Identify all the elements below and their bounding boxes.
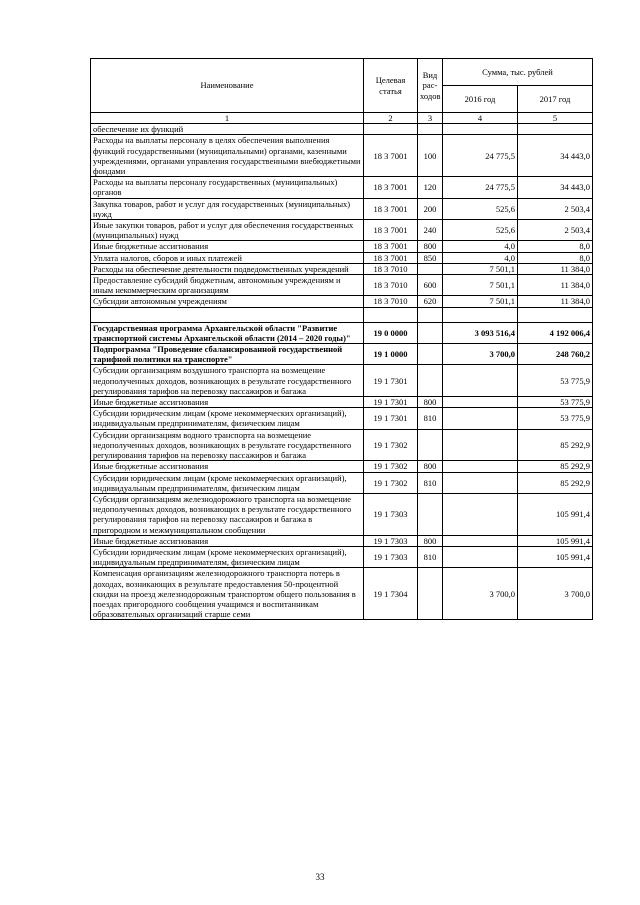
table-row [91,461,593,472]
row-amount-2017: 11 384,0 [518,263,593,274]
row-name: Иные закупки товаров, работ и услуг для обеспечения государственных (муниципальных) нужд [91,220,364,241]
row-target-code: 18 3 7001 [364,241,418,252]
row-expense-kind: 620 [418,296,443,307]
row-amount-2016 [443,365,518,397]
row-name: Субсидии автономным учреждениям [91,296,364,307]
row-target-code: 18 3 7001 [364,252,418,263]
row-name [91,307,364,322]
row-amount-2017: 85 292,9 [518,472,593,493]
row-target-code: 18 3 7001 [364,198,418,219]
row-amount-2016: 525,6 [443,198,518,219]
row-expense-kind: 600 [418,275,443,296]
row-amount-2017: 4 192 006,4 [518,322,593,343]
row-expense-kind: 810 [418,408,443,429]
row-target-code: 19 1 7303 [364,535,418,546]
row-name: Субсидии юридическим лицам (кроме некоммерческих организаций), индивидуальным предпринимателям, физическим лицам [91,408,364,429]
row-amount-2017 [518,307,593,322]
budget-table [90,58,593,620]
row-target-code [364,307,418,322]
table-row [91,493,593,535]
row-expense-kind: 850 [418,252,443,263]
row-target-code: 19 1 7301 [364,365,418,397]
row-expense-kind: 810 [418,472,443,493]
column-index: 5 [518,113,593,124]
row-target-code: 19 1 0000 [364,344,418,365]
table-row [91,263,593,274]
row-name: Расходы на выплаты персоналу в целях обеспечения выполнения функций государственными (муниципальными) органами, казенными учреждениями, органами управления государственными внебюджетными фондами [91,135,364,177]
row-amount-2016 [443,493,518,535]
row-name: Уплата налогов, сборов и иных платежей [91,252,364,263]
row-expense-kind: 800 [418,397,443,408]
row-target-code: 18 3 7001 [364,220,418,241]
column-index: 4 [443,113,518,124]
row-target-code: 19 1 7304 [364,568,418,620]
row-name: Иные бюджетные ассигнования [91,461,364,472]
table-row [91,365,593,397]
column-index: 2 [364,113,418,124]
header-name: Наименование [91,59,364,113]
row-amount-2016 [443,546,518,567]
table-row [91,568,593,620]
table-row [91,344,593,365]
row-target-code: 18 3 7001 [364,135,418,177]
row-amount-2017: 8,0 [518,252,593,263]
row-amount-2017: 105 991,4 [518,546,593,567]
row-name: Субсидии юридическим лицам (кроме некоммерческих организаций), индивидуальным предпринимателям, физическим лицам [91,472,364,493]
row-amount-2017: 34 443,0 [518,177,593,198]
row-name: Иные бюджетные ассигнования [91,535,364,546]
row-amount-2017: 34 443,0 [518,135,593,177]
table-row [91,408,593,429]
row-expense-kind: 810 [418,546,443,567]
row-name: Субсидии организациям воздушного транспорта на возмещение недополученных доходов, возникающих в результате государственного регулирования тарифов на перевозку пассажиров и багажа [91,365,364,397]
row-target-code: 19 1 7301 [364,397,418,408]
header-target: Целевая статья [364,59,418,113]
row-amount-2016 [443,307,518,322]
table-row [91,198,593,219]
table-row [91,124,593,135]
row-amount-2017: 248 760,2 [518,344,593,365]
table-body [91,59,593,620]
row-amount-2017: 8,0 [518,241,593,252]
row-name: Субсидии юридическим лицам (кроме некоммерческих организаций), индивидуальным предпринимателям, физическим лицам [91,546,364,567]
row-target-code: 19 1 7302 [364,472,418,493]
row-name: Субсидии организациям железнодорожного транспорта на возмещение недополученных доходов, возникающих в результате государственного регулирования тарифов на перевозку пассажиров и багажа в пригородном и межмуниципальном сообщении [91,493,364,535]
row-expense-kind: 200 [418,198,443,219]
row-name: Компенсация организациям железнодорожного транспорта потерь в доходах, возникающих в результате предоставления 50-процентной скидки на проезд железнодорожным транспортом общего пользования в поездах пригородного сообщения учащимся и воспитанникам образовательных организаций старше семи [91,568,364,620]
row-expense-kind: 100 [418,135,443,177]
row-expense-kind [418,307,443,322]
row-amount-2016 [443,397,518,408]
row-expense-kind [418,124,443,135]
row-amount-2017: 11 384,0 [518,296,593,307]
row-target-code: 18 3 7010 [364,263,418,274]
row-amount-2017: 53 775,9 [518,408,593,429]
row-amount-2017: 105 991,4 [518,535,593,546]
table-row [91,397,593,408]
row-amount-2016: 525,6 [443,220,518,241]
row-amount-2017: 2 503,4 [518,220,593,241]
spacer-row [91,307,593,322]
row-target-code: 19 0 0000 [364,322,418,343]
row-amount-2017 [518,124,593,135]
row-name: Субсидии организациям водного транспорта на возмещение недополученных доходов, возникающих в результате государственного регулирования тарифов на перевозку пассажиров и багажа [91,429,364,461]
table-row [91,296,593,307]
row-amount-2016: 24 775,5 [443,177,518,198]
row-amount-2017: 105 991,4 [518,493,593,535]
row-amount-2017: 85 292,9 [518,429,593,461]
row-expense-kind [418,429,443,461]
row-target-code: 19 1 7302 [364,461,418,472]
row-name: Предоставление субсидий бюджетным, автономным учреждениям и иным некоммерческим организациям [91,275,364,296]
row-amount-2017: 11 384,0 [518,275,593,296]
table-row [91,241,593,252]
row-amount-2016: 7 501,1 [443,296,518,307]
row-amount-2016 [443,535,518,546]
row-target-code: 19 1 7303 [364,493,418,535]
row-expense-kind [418,322,443,343]
row-expense-kind [418,493,443,535]
row-name: Иные бюджетные ассигнования [91,241,364,252]
table-row [91,472,593,493]
row-amount-2017: 3 700,0 [518,568,593,620]
header-kind: Вид рас-ходов [418,59,443,113]
row-amount-2016 [443,124,518,135]
row-amount-2016: 4,0 [443,252,518,263]
row-amount-2016: 4,0 [443,241,518,252]
header-sum: Сумма, тыс. рублей [443,59,593,86]
row-amount-2016: 3 093 516,4 [443,322,518,343]
header-2017: 2017 год [518,86,593,113]
table-row [91,177,593,198]
row-amount-2016 [443,429,518,461]
row-name: Подпрограмма "Проведение сбалансированной государственной тарифной политики на транспорте" [91,344,364,365]
row-expense-kind: 800 [418,535,443,546]
row-expense-kind: 800 [418,241,443,252]
row-amount-2016 [443,408,518,429]
table-row [91,429,593,461]
column-index: 3 [418,113,443,124]
row-amount-2016: 7 501,1 [443,263,518,274]
row-target-code: 18 3 7001 [364,177,418,198]
row-target-code: 19 1 7301 [364,408,418,429]
row-expense-kind: 240 [418,220,443,241]
row-name: Государственная программа Архангельской области "Развитие транспортной системы Архангельской области (2014 – 2020 годы)" [91,322,364,343]
row-expense-kind [418,344,443,365]
row-amount-2017: 2 503,4 [518,198,593,219]
row-amount-2016: 7 501,1 [443,275,518,296]
row-amount-2016 [443,461,518,472]
row-target-code: 19 1 7302 [364,429,418,461]
row-amount-2016: 3 700,0 [443,568,518,620]
row-name: обеспечение их функций [91,124,364,135]
row-amount-2016: 24 775,5 [443,135,518,177]
row-expense-kind [418,263,443,274]
row-name: Расходы на обеспечение деятельности подведомственных учреждений [91,263,364,274]
header-row [91,59,593,86]
row-target-code: 18 3 7010 [364,275,418,296]
table-row [91,252,593,263]
table-row [91,135,593,177]
row-expense-kind: 120 [418,177,443,198]
row-amount-2016: 3 700,0 [443,344,518,365]
row-expense-kind: 800 [418,461,443,472]
column-index: 1 [91,113,364,124]
row-amount-2017: 53 775,9 [518,365,593,397]
row-name: Закупка товаров, работ и услуг для государственных (муниципальных) нужд [91,198,364,219]
header-2016: 2016 год [443,86,518,113]
row-name: Расходы на выплаты персоналу государственных (муниципальных) органов [91,177,364,198]
table-row [91,546,593,567]
row-amount-2016 [443,472,518,493]
row-target-code [364,124,418,135]
row-amount-2017: 85 292,9 [518,461,593,472]
row-target-code: 18 3 7010 [364,296,418,307]
table-row [91,322,593,343]
row-name: Иные бюджетные ассигнования [91,397,364,408]
table-row [91,535,593,546]
row-target-code: 19 1 7303 [364,546,418,567]
row-amount-2017: 53 775,9 [518,397,593,408]
page-number: 33 [315,872,325,882]
table-row [91,275,593,296]
table-row [91,220,593,241]
row-expense-kind [418,568,443,620]
row-expense-kind [418,365,443,397]
column-index-row [91,113,593,124]
